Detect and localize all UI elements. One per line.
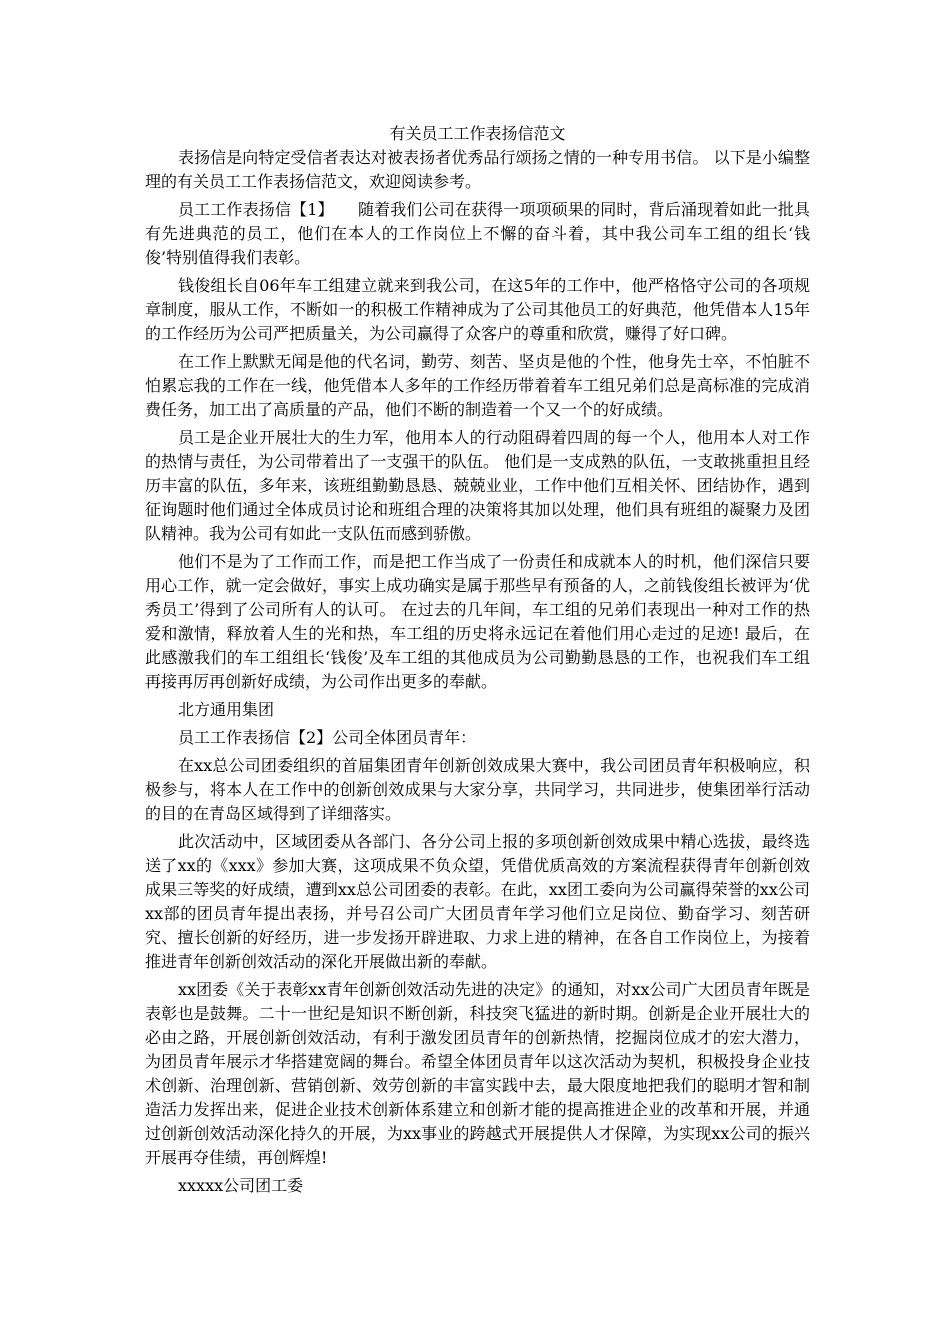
document-title: 有关员工工作表扬信范文 <box>389 124 566 143</box>
paragraph-intro: 表扬信是向特定受信者表达对被表扬者优秀品行颂扬之情的一种专用书信。 以下是小编整理的有关员工工作表扬信范文，欢迎阅读参考。 <box>145 148 810 191</box>
paragraph-letter1-team: 员工是企业开展壮大的生力军，他用本人的行动阻碍着四周的每一个人，他用本人对工作的热情与责任，为公司带着出了一支强干的队伍。 他们是一支成熟的队伍，一支敢挑重担且经历丰富的队伍，多年来，该班组勤勤恳恳、兢兢业业，工作中他们互相关怀、团结协作，遇到征询题时他们通过全体成员讨论和班组合理的决策将其加以处理，他们具有班组的凝聚力及团队精神。我为公司有如此一支队伍而感到骄傲。 <box>145 428 810 543</box>
paragraph-letter2-contest: 在xx总公司团委组织的首届集团青年创新创效成果大赛中，我公司团员青年积极响应，积极参与，将本人在工作中的创新创效成果与大家分享，共同学习，共同进步，使集团举行活动的目的在青岛区域得到了详细落实。 <box>145 756 810 823</box>
paragraph-letter1-closing: 他们不是为了工作而工作，而是把工作当成了一份责任和成就本人的时机，他们深信只要用心工作，就一定会做好，事实上成功确实是属于那些早有预备的人，之前钱俊组长被评为‘优秀员工’得到了公司所有人的认可。 在过去的几年间，车工组的兄弟们表现出一种对工作的热爱和激情，释放着人生的光和热，车工组的历史将永远记在着他们用心走过的足迹! 最后，在此感激我们的车工组组长‘钱俊’及车工组的其他成员为公司勤勤恳恳的工作，也祝我们车工组再接再厉再创新好成绩，为公司作出更多的奉献。 <box>145 552 810 691</box>
paragraph-letter2-heading: 员工工作表扬信【2】公司全体团员青年： <box>178 728 477 747</box>
paragraph-letter1-history: 钱俊组长自06年车工组建立就来到我公司，在这5年的工作中，他严格恪守公司的各项规章制度，服从工作，不断如一的积极工作精神成为了公司其他员工的好典范，他凭借本人15年的工作经历为公司严把质量关，为公司赢得了众客户的尊重和欣赏，赚得了好口碑。 <box>145 276 810 343</box>
paragraph-letter2-encouragement: xx团委《关于表彰xx青年创新创效活动先进的决定》的通知，对xx公司广大团员青年既是表彰也是鼓舞。二十一世纪是知识不断创新，科技突飞猛进的新时期。创新是企业开展壮大的必由之路，开展创新创效活动，有利于激发团员青年的创新热情，挖掘岗位成才的宏大潜力，为团员青年展示才华搭建宽阔的舞台。希望全体团员青年以这次活动为契机，积极投身企业技术创新、治理创新、营销创新、效劳创新的丰富实践中去，最大限度地把我们的聪明才智和制造活力发挥出来，促进企业技术创新体系建立和创新才能的提高推进企业的改革和开展，并通过创新创效活动深化持久的开展，为xx事业的跨越式开展提供人才保障，为实现xx公司的振兴开展再夺佳绩，再创辉煌! <box>145 980 810 1167</box>
paragraph-letter1-opening: 员工工作表扬信【1】 随着我们公司在获得一项项硕果的同时，背后涌现着如此一批具有先进典范的员工，他们在本人的工作岗位上不懈的奋斗着，其中我公司车工组的组长‘钱俊’特别值得我们表彰。 <box>145 200 810 267</box>
letter2-signature: xxxxx公司团工委 <box>178 1176 304 1195</box>
document-page <box>145 122 810 1198</box>
letter1-signature: 北方通用集团 <box>178 700 275 719</box>
paragraph-letter1-character: 在工作上默默无闻是他的代名词，勤劳、刻苦、坚贞是他的个性，他身先士卒，不怕脏不怕累忘我的工作在一线，他凭借本人多年的工作经历带着着车工组兄弟们总是高标准的完成消费任务，加工出了高质量的产品，他们不断的制造着一个又一个的好成绩。 <box>145 352 810 419</box>
paragraph-letter2-award: 此次活动中，区域团委从各部门、各分公司上报的多项创新创效成果中精心选拔，最终选送了xx的《xxx》参加大赛，这项成果不负众望，凭借优质高效的方案流程获得青年创新创效成果三等奖的好成绩，遭到xx总公司团委的表彰。在此，xx团工委向为公司赢得荣誉的xx公司xx部的团员青年提出表扬，并号召公司广大团员青年学习他们立足岗位、勤奋学习、刻苦研究、擅长创新的好经历，进一步发扬开辟进取、力求上进的精神，在各自工作岗位上，为接着推进青年创新创效活动的深化开展做出新的奉献。 <box>145 832 810 971</box>
